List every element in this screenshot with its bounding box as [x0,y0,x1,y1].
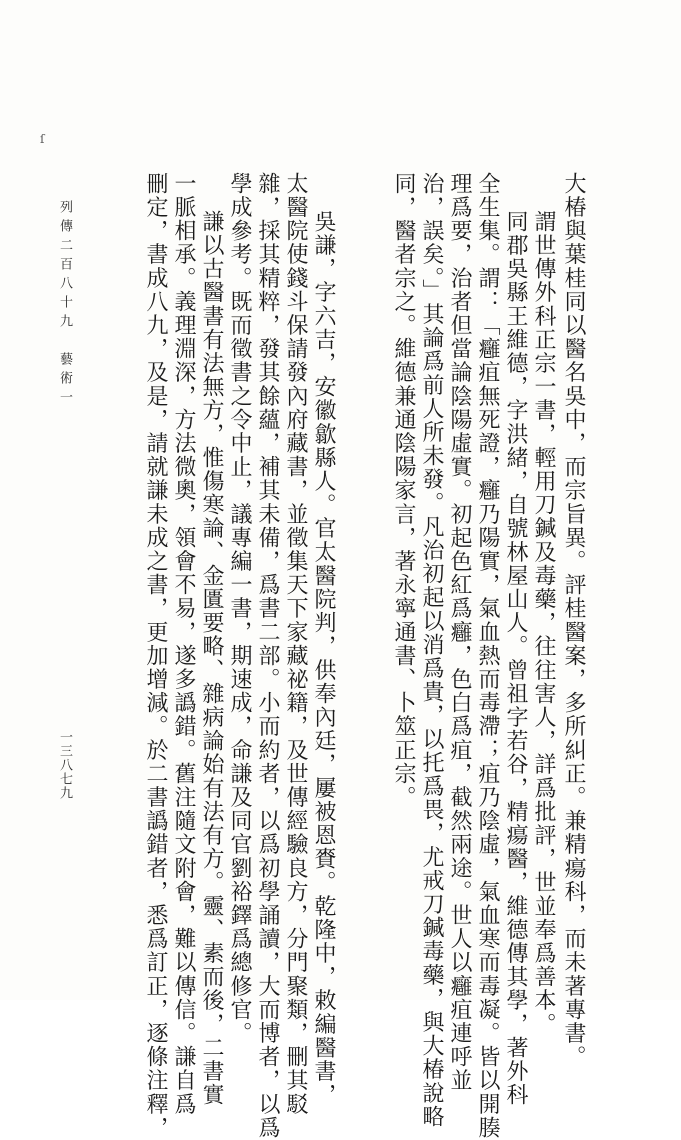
running-head-section-label: 列傳二百八十九 藝術一 [57,200,72,409]
stray-mark: ſ [40,132,45,146]
text-column-1: 大椿與葉桂同以醫名吳中，而宗旨異。評桂醫案，多所糾正。兼精瘍科，而未著專書。 [561,172,586,1069]
text-column-2: 謂世傳外科正宗一書，輕用刀鍼及毒藥，往往害人，詳爲批評，世並奉爲善本。 [531,210,556,1036]
text-column-5: 理爲要，治者但當論陰陽虛實。初起色紅爲癰，色白爲疽，截然兩途。世人以癰疽連呼並 [447,172,472,1093]
page-number: 一三八七九 [57,730,72,800]
text-column-6: 治，誤矣。」其論爲前人所未發。凡治初起以消爲貴，以托爲畏，尤戒刀鍼毒藥，與大椿說略 [419,172,444,1129]
text-column-15: 刪定，書成八九，及是，請就謙未成之書，更加增減。於二書譌錯者，悉爲訂正，逐條注釋， [143,172,168,1140]
text-column-12: 學成參考。既而徵書之令中止，議專編一書，期速成，命謙及同官劉裕鐸爲總修官。 [227,172,252,1046]
text-column-10: 太醫院使錢斗保請發內府藏書，並徵集天下家藏祕籍，及世傳經驗良方，分門聚類，刪其駁 [283,172,308,1116]
text-column-9: 吳謙，字六吉，安徽歙縣人。官太醫院判，供奉內廷，屢被恩賚。乾隆中，敕編醫書， [311,210,336,1107]
text-column-14: 一脈相承。義理淵深，方法微奧，領會不易，遂多譌錯。舊注隨文附會，難以傳信。謙自爲 [171,172,196,1116]
text-column-7: 同，醫者宗之。維德兼通陰陽家言，著永寧通書、卜筮正宗。 [391,172,416,810]
text-column-4: 全生集。謂：「癰疽無死證，癰乃陽實，氣血熱而毒滯；疽乃陰虛，氣血寒而毒凝。皆以開腠 [475,172,500,1140]
text-column-11: 雜，採其精粹，發其餘蘊，補其未備，爲書二部。小而約者，以爲初學誦讀，大而博者，以爲 [255,172,280,1140]
text-column-3: 同郡吳縣王維德，字洪緒，自號林屋山人。曾祖字若谷，精瘍醫，維德傳其學，著外科 [503,210,528,1107]
text-column-13: 謙以古醫書有法無方，惟傷寒論、金匱要略、雜病論始有法有方。靈、素而後，二書實 [199,210,224,1107]
